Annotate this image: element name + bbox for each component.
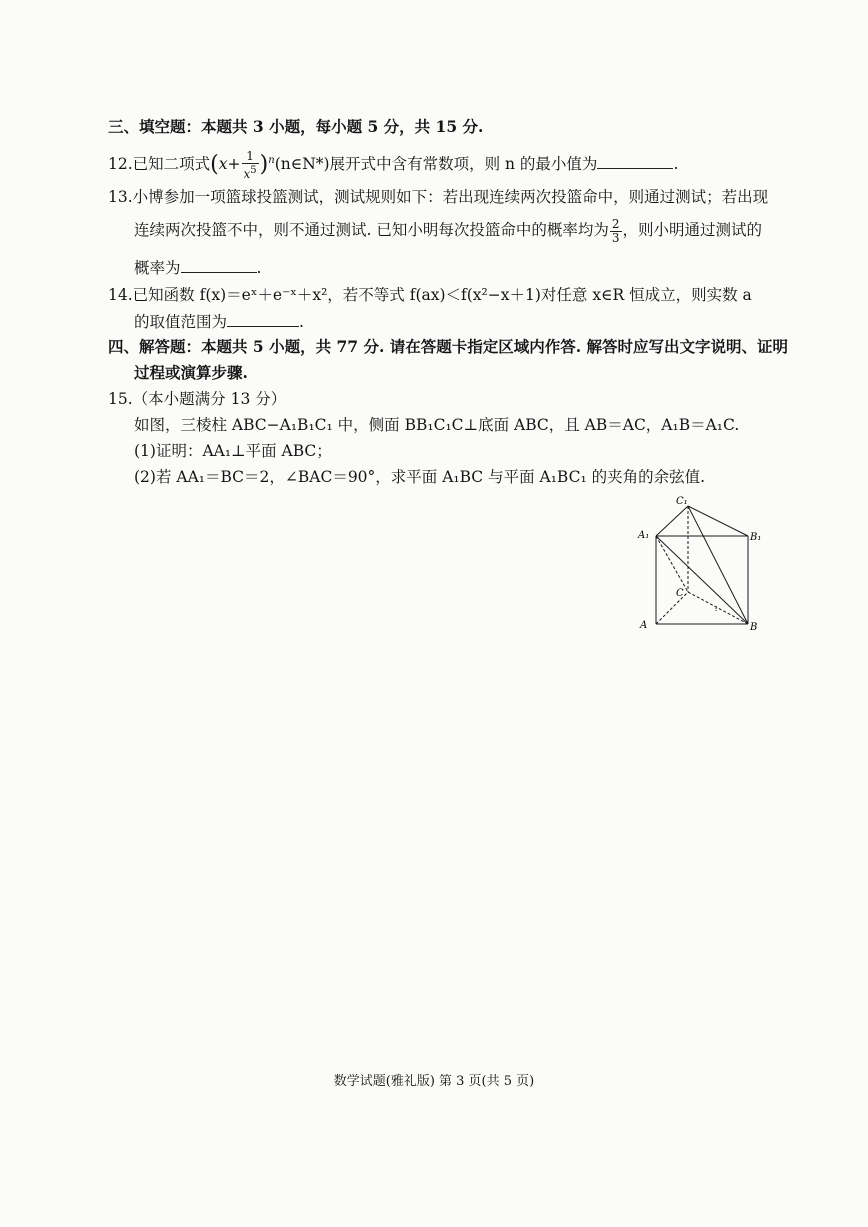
question-12: 12.已知二项式(x+ $\frac{1}{x^5}$ )$^n$(n∈N*)展开式中含有常数项，则 n 的最小值为 . — [108, 148, 679, 181]
condition: (n∈N*) — [274, 155, 330, 174]
question-text: 小博参加一项篮球投篮测试，测试规则如下：若出现连续两次投篮命中，则通过测试；若出现 — [132, 188, 769, 206]
answer-blank[interactable] — [227, 310, 299, 327]
line-a1c — [656, 536, 688, 592]
label-a: A — [640, 620, 648, 631]
fraction: $\frac{2}{3}$ — [611, 216, 620, 245]
question-text: 已知二项式 — [132, 155, 211, 174]
label-b: B — [750, 622, 758, 633]
prism-figure — [636, 488, 776, 638]
edge-c1b1 — [688, 506, 748, 536]
answer-section-header: 四、解答题：本题共 5 小题，共 77 分. 请在答题卡指定区域内作答. 解答时应写出文字说明、证明 — [108, 337, 789, 356]
question-14-line-1 — [108, 284, 752, 306]
fraction: $\frac{1}{x^5}$ — [243, 148, 257, 181]
label-b1: B₁ — [750, 532, 762, 543]
question-number: 13. — [108, 188, 133, 206]
question-text: 已知函数 f(x)＝eˣ＋e⁻ˣ＋x²，若不等式 f(ax)＜f(x²−x＋1)对任意 x∈R 恒成立，则实数 a — [132, 286, 752, 304]
math-var: x — [218, 155, 228, 174]
question-15-header: 15.（本小题满分 13 分） — [108, 390, 287, 408]
edge-cb — [688, 592, 748, 624]
question-number: 12. — [108, 155, 133, 174]
question-13-line-3: 概率为 . — [134, 256, 261, 279]
question-text: 展开式中含有常数项，则 n 的最小值为 — [329, 155, 598, 174]
question-15-stem: 如图，三棱柱 ABC−A₁B₁C₁ 中，侧面 BB₁C₁C⊥底面 ABC，且 AB＝AC，A₁B＝A₁C. — [134, 416, 740, 434]
question-13-line-1 — [108, 186, 768, 208]
question-15-part-1: (1)证明：AA₁⊥平面 ABC； — [134, 442, 332, 460]
page-footer: 数学试题(雅礼版) 第 3 页(共 5 页) — [333, 1074, 535, 1089]
line-a1b — [656, 536, 748, 624]
label-a1: A₁ — [638, 530, 650, 541]
question-text: ，则小明通过测试的 — [622, 221, 763, 239]
label-c1: C₁ — [676, 496, 688, 507]
question-number: 14. — [108, 286, 133, 304]
answer-section-header-cont: 过程或演算步骤. — [134, 363, 248, 382]
question-text: 概率为 — [134, 259, 181, 277]
fill-blank-section-header: 三、填空题：本题共 3 小题，每小题 5 分，共 15 分. — [108, 117, 484, 136]
edge-a1c1 — [656, 506, 688, 536]
math-op: + — [227, 155, 241, 174]
exponent: n — [268, 155, 275, 166]
question-14-line-2: 的取值范围为 . — [134, 310, 304, 333]
question-text: 连续两次投篮不中，则不通过测试. 已知小明每次投篮命中的概率均为 — [134, 221, 609, 239]
question-13-line-2 — [134, 214, 762, 246]
answer-blank[interactable] — [597, 152, 673, 169]
question-15-part-2: (2)若 AA₁＝BC＝2，∠BAC＝90°，求平面 A₁BC 与平面 A₁BC₁ 的夹角的余弦值. — [134, 468, 706, 486]
question-text: 的取值范围为 — [134, 313, 228, 331]
line-c1b — [688, 506, 748, 624]
label-c: C — [676, 588, 684, 599]
answer-blank[interactable] — [181, 256, 257, 273]
